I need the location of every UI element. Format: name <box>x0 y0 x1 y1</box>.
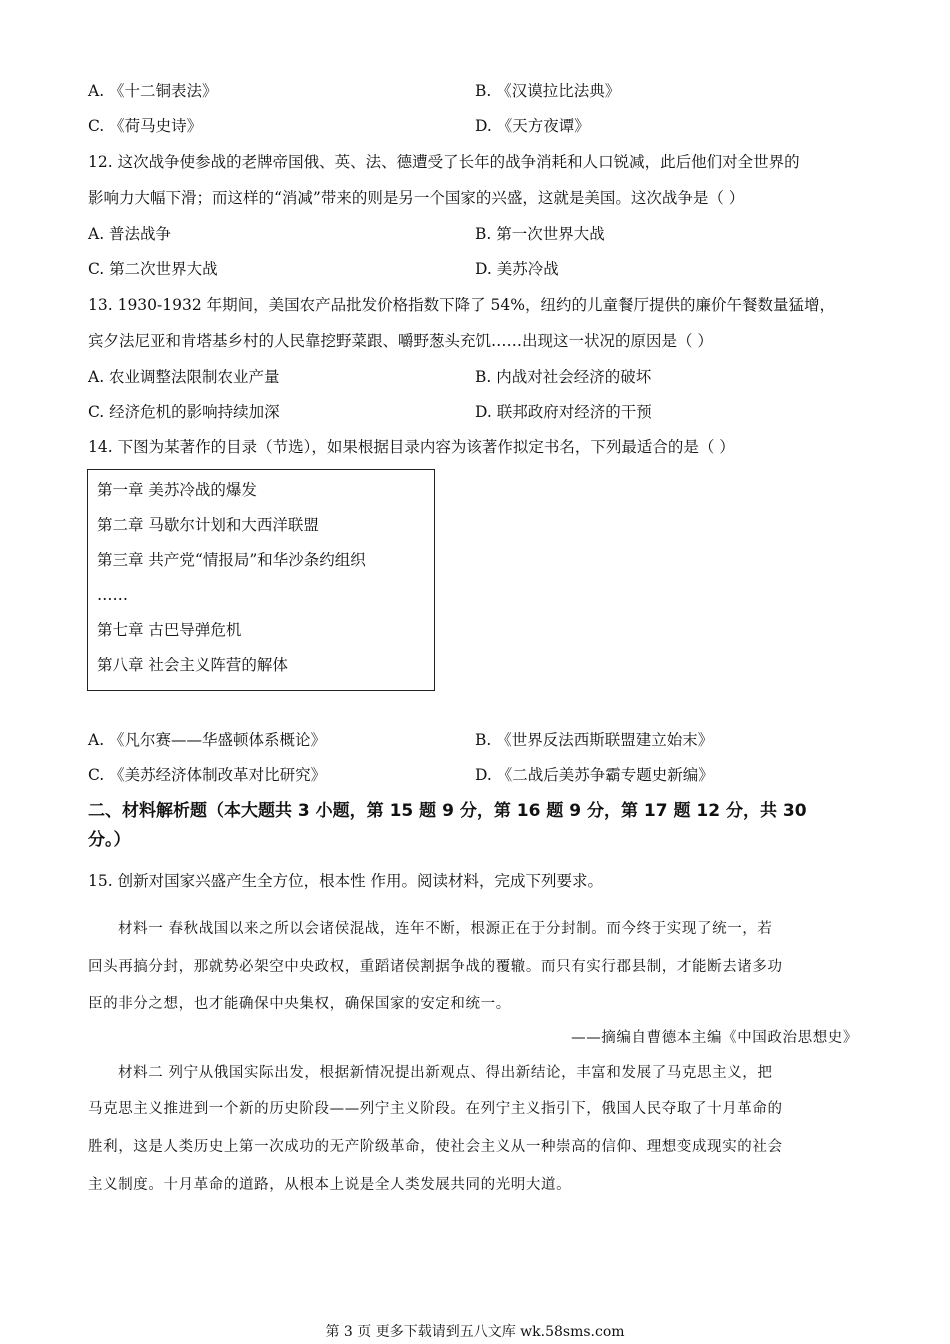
q14-option-d: D. 《二战后美苏争霸专题史新编》 <box>475 766 714 784</box>
toc-item: …… <box>97 586 128 604</box>
material-2-line2: 马克思主义推进到一个新的历史阶段——列宁主义阶段。在列宁主义指引下，俄国人民夺取了十月革命的 <box>88 1101 783 1117</box>
q13-option-a: A. 农业调整法限制农业产量 <box>88 368 280 386</box>
q12-stem-line1: 12. 这次战争使参战的老牌帝国俄、英、法、德遭受了长年的战争消耗和人口锐减，此后他们对全世界的 <box>88 153 800 171</box>
q13-stem-line2: 宾夕法尼亚和肯塔基乡村的人民靠挖野菜跟、嚼野葱头充饥……出现这一状况的原因是（ ） <box>88 332 713 350</box>
section-heading-line1: 二、材料解析题（本大题共 3 小题，第 15 题 9 分，第 16 题 9 分，第 17 题 12 分，共 30 <box>88 801 807 821</box>
q12-option-d: D. 美苏冷战 <box>475 260 559 278</box>
toc-item: 第八章 社会主义阵营的解体 <box>97 656 288 674</box>
toc-item: 第二章 马歇尔计划和大西洋联盟 <box>97 516 319 534</box>
q11-option-b: B. 《汉谟拉比法典》 <box>475 82 621 100</box>
q15-stem: 15. 创新对国家兴盛产生全方位，根本性 作用。阅读材料，完成下列要求。 <box>88 872 604 890</box>
material-2-line4: 主义制度。十月革命的道路，从根本上说是全人类发展共同的光明大道。 <box>88 1177 572 1193</box>
toc-box <box>87 469 435 691</box>
q12-option-c: C. 第二次世界大战 <box>88 260 218 278</box>
q14-option-b: B. 《世界反法西斯联盟建立始末》 <box>475 731 714 749</box>
q12-option-a: A. 普法战争 <box>88 225 172 243</box>
toc-item: 第七章 古巴导弹危机 <box>97 621 242 639</box>
q11-option-a: A. 《十二铜表法》 <box>88 82 218 100</box>
q13-option-b: B. 内战对社会经济的破坏 <box>475 368 652 386</box>
section-heading-line2: 分。） <box>88 830 131 850</box>
material-1-line1: 材料一 春秋战国以来之所以会诸侯混战，连年不断，根源正在于分封制。而今终于实现了统一，若 <box>118 921 773 937</box>
material-2-line3: 胜利，这是人类历史上第一次成功的无产阶级革命，使社会主义从一种崇高的信仰、理想变成现实的社会 <box>88 1139 783 1155</box>
q14-stem: 14. 下图为某著作的目录（节选），如果根据目录内容为该著作拟定书名，下列最适合的是（ ） <box>88 438 735 456</box>
material-2-line1: 材料二 列宁从俄国实际出发，根据新情况提出新观点、得出新结论，丰富和发展了马克思主义，把 <box>118 1065 773 1081</box>
q14-option-c: C. 《美苏经济体制改革对比研究》 <box>88 766 327 784</box>
q13-option-c: C. 经济危机的影响持续加深 <box>88 403 280 421</box>
material-1-line2: 回头再搞分封，那就势必架空中央政权，重蹈诸侯割据争战的覆辙。而只有实行郡县制，才能断去诸多功 <box>88 959 783 975</box>
q11-option-d: D. 《天方夜谭》 <box>475 117 590 135</box>
material-1-source: ——摘编自曹德本主编《中国政治思想史》 <box>571 1030 858 1046</box>
q12-option-b: B. 第一次世界大战 <box>475 225 605 243</box>
q11-option-c: C. 《荷马史诗》 <box>88 117 203 135</box>
q13-option-d: D. 联邦政府对经济的干预 <box>475 403 652 421</box>
toc-item: 第三章 共产党“情报局”和华沙条约组织 <box>97 551 366 569</box>
q12-stem-line2: 影响力大幅下滑；而这样的“消减”带来的则是另一个国家的兴盛，这就是美国。这次战争是（ ） <box>88 189 745 207</box>
page-footer: 第 3 页 更多下载请到五八文库 wk.58sms.com <box>325 1324 625 1340</box>
q13-stem-line1: 13. 1930-1932 年期间，美国农产品批发价格指数下降了 54%，纽约的儿童餐厅提供的廉价午餐数量猛增， <box>88 296 836 314</box>
q14-option-a: A. 《凡尔赛——华盛顿体系概论》 <box>88 731 327 749</box>
material-1-line3: 臣的非分之想，也才能确保中央集权，确保国家的安定和统一。 <box>88 996 511 1012</box>
toc-item: 第一章 美苏冷战的爆发 <box>97 481 257 499</box>
